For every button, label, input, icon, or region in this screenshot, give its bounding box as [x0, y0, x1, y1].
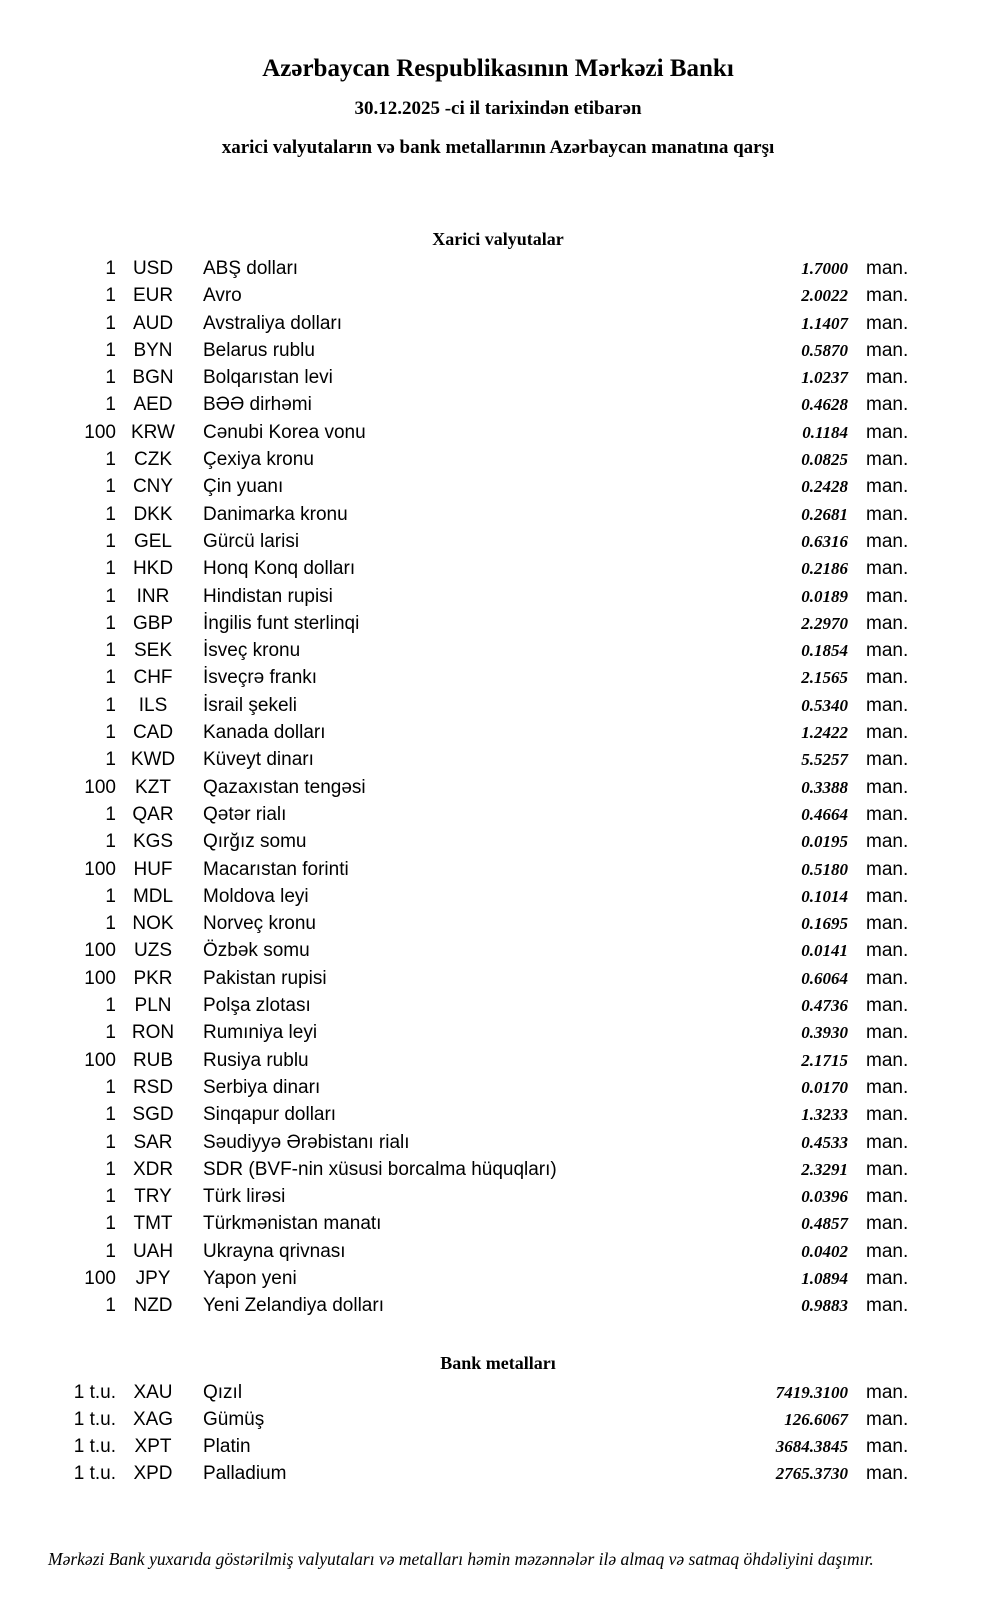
- rate-row: [48, 995, 912, 1022]
- currency-name: Kanada dolları: [203, 722, 326, 744]
- document-subtitle: xarici valyutaların və bank metallarının Azərbaycan manatına qarşı: [221, 137, 775, 158]
- rate-row: [48, 886, 912, 913]
- rate-value: 0.0396: [801, 1187, 848, 1207]
- rate-value: 0.2186: [801, 559, 848, 579]
- currency-code: JPY: [135, 1267, 171, 1289]
- quantity-value: 1: [105, 1076, 116, 1098]
- currency-code: CHF: [133, 667, 173, 689]
- currency-code: XPD: [133, 1463, 173, 1485]
- rate-row: [48, 1213, 912, 1240]
- rate-row: [48, 1022, 912, 1049]
- manat-unit-label: man.: [866, 803, 909, 825]
- currency-name: Özbək somu: [203, 940, 310, 962]
- quantity-value: 1: [105, 667, 116, 689]
- quantity-value: 100: [84, 858, 116, 880]
- rate-value: 0.1854: [801, 641, 848, 661]
- currency-name: Avstraliya dolları: [203, 312, 343, 334]
- currency-name: Gürcü larisi: [203, 530, 300, 552]
- rate-row: [48, 531, 912, 558]
- rate-value: 0.5340: [801, 695, 848, 715]
- rate-value: 0.3388: [801, 777, 848, 797]
- rate-row: [48, 968, 912, 995]
- manat-unit-label: man.: [866, 640, 909, 662]
- currency-code: EUR: [132, 285, 174, 307]
- currency-name: Bolqarıstan levi: [203, 367, 333, 389]
- manat-unit-label: man.: [866, 694, 909, 716]
- manat-unit-label: man.: [866, 1381, 909, 1403]
- currency-code: TMT: [133, 1213, 173, 1235]
- currency-code: XPT: [134, 1436, 172, 1458]
- currency-code: QAR: [132, 803, 174, 825]
- rate-row: [48, 586, 912, 613]
- rate-row: [48, 1186, 912, 1213]
- currency-code: KZT: [135, 776, 171, 798]
- currency-code: UAH: [132, 1240, 174, 1262]
- quantity-value: 1: [105, 831, 116, 853]
- rate-value: 0.5180: [801, 859, 848, 879]
- quantity-value: 1: [105, 885, 116, 907]
- manat-unit-label: man.: [866, 1076, 909, 1098]
- quantity-value: 1: [105, 285, 116, 307]
- quantity-value: 100: [84, 940, 116, 962]
- manat-unit-label: man.: [866, 1267, 909, 1289]
- manat-unit-label: man.: [866, 530, 909, 552]
- currency-code: GEL: [133, 530, 173, 552]
- quantity-value: 1: [105, 803, 116, 825]
- currency-name: Moldova leyi: [203, 885, 309, 907]
- currency-name: Türkmənistan manatı: [203, 1213, 382, 1235]
- disclaimer-text: Mərkəzi Bank yuxarıda göstərilmiş valyutaları və metalları həmin məzənnələr ilə almaq və satmaq öhdəliyini daşımır.: [48, 1549, 874, 1569]
- currency-name: Pakistan rupisi: [203, 967, 327, 989]
- currency-name: Gümüş: [203, 1408, 265, 1430]
- currency-code: PKR: [133, 967, 173, 989]
- quantity-value: 1: [105, 585, 116, 607]
- rate-row: [48, 640, 912, 667]
- currency-name: Səudiyyə Ərəbistanı rialı: [203, 1131, 410, 1153]
- currency-name: Yapon yeni: [203, 1267, 297, 1289]
- quantity-value: 1: [105, 503, 116, 525]
- rate-row: [48, 313, 912, 340]
- manat-unit-label: man.: [866, 749, 909, 771]
- quantity-value: 1: [105, 1186, 116, 1208]
- quantity-value: 1 t.u.: [73, 1381, 116, 1403]
- rate-value: 1.0894: [801, 1268, 848, 1288]
- rate-value: 2.0022: [801, 286, 848, 306]
- rate-value: 0.0402: [801, 1241, 848, 1261]
- currency-name: Çin yuanı: [203, 476, 284, 498]
- rate-row: [48, 558, 912, 585]
- currency-code: XDR: [132, 1158, 174, 1180]
- currency-name: İsrail şekeli: [203, 694, 297, 716]
- quantity-value: 1: [105, 749, 116, 771]
- currency-name: İsveç kronu: [203, 640, 301, 662]
- currency-name: Yeni Zelandiya dolları: [203, 1295, 384, 1317]
- currency-name: Cənubi Korea vonu: [203, 421, 366, 443]
- quantity-value: 100: [84, 1049, 116, 1071]
- rate-value: 2.1715: [801, 1050, 848, 1070]
- manat-unit-label: man.: [866, 1104, 909, 1126]
- quantity-value: 100: [84, 967, 116, 989]
- currencies-section: [0, 229, 996, 1323]
- manat-unit-label: man.: [866, 421, 909, 443]
- rate-row: [48, 476, 912, 503]
- rate-value: 1.2422: [801, 723, 848, 743]
- currency-name: Rumıniya leyi: [203, 1022, 318, 1044]
- quantity-value: 1: [105, 1240, 116, 1262]
- currency-code: KRW: [131, 421, 175, 443]
- rate-value: 0.1014: [801, 886, 848, 906]
- rate-row: [48, 258, 912, 285]
- rate-row: [48, 913, 912, 940]
- currency-name: İsveçrə frankı: [203, 667, 318, 689]
- currency-code: TRY: [134, 1186, 172, 1208]
- rate-row: [48, 695, 912, 722]
- currency-name: Honq Konq dolları: [203, 558, 356, 580]
- rate-value: 0.6064: [801, 968, 848, 988]
- currency-code: RON: [131, 1022, 175, 1044]
- quantity-value: 1: [105, 476, 116, 498]
- rate-value: 0.4857: [801, 1214, 848, 1234]
- currency-name: İngilis funt sterlinqi: [203, 612, 360, 634]
- currency-name: Serbiya dinarı: [203, 1076, 321, 1098]
- rate-value: 0.0189: [801, 586, 848, 606]
- quantity-value: 1: [105, 449, 116, 471]
- currency-name: Çexiya kronu: [203, 449, 314, 471]
- rate-row: [48, 1132, 912, 1159]
- rate-value: 1.3233: [801, 1105, 848, 1125]
- manat-unit-label: man.: [866, 967, 909, 989]
- currency-code: BYN: [133, 339, 173, 361]
- currency-code: HKD: [132, 558, 174, 580]
- rate-value: 0.5870: [801, 340, 848, 360]
- manat-unit-label: man.: [866, 612, 909, 634]
- rate-row: [48, 1463, 912, 1490]
- manat-unit-label: man.: [866, 1295, 909, 1317]
- rate-row: [48, 940, 912, 967]
- rate-row: [48, 449, 912, 476]
- currency-name: Qətər rialı: [203, 803, 287, 825]
- currency-name: Küveyt dinarı: [203, 749, 314, 771]
- manat-unit-label: man.: [866, 1408, 909, 1430]
- manat-unit-label: man.: [866, 667, 909, 689]
- quantity-value: 1: [105, 612, 116, 634]
- currency-name: Avro: [203, 285, 242, 307]
- rate-row: [48, 613, 912, 640]
- manat-unit-label: man.: [866, 394, 909, 416]
- rate-value: 0.3930: [801, 1023, 848, 1043]
- rate-value: 2.2970: [801, 613, 848, 633]
- rate-value: 2765.3730: [775, 1464, 848, 1484]
- currency-code: PLN: [134, 995, 172, 1017]
- rate-value: 1.0237: [801, 368, 848, 388]
- bank-title: Azərbaycan Respublikasının Mərkəzi Bankı: [262, 55, 734, 82]
- metals-table: [48, 1382, 912, 1491]
- quantity-value: 1: [105, 367, 116, 389]
- currency-code: CNY: [132, 476, 174, 498]
- manat-unit-label: man.: [866, 1436, 909, 1458]
- quantity-value: 1: [105, 1213, 116, 1235]
- rate-row: [48, 777, 912, 804]
- currency-code: ILS: [138, 694, 168, 716]
- rate-row: [48, 1382, 912, 1409]
- manat-unit-label: man.: [866, 831, 909, 853]
- currency-code: BGN: [132, 367, 174, 389]
- manat-unit-label: man.: [866, 258, 909, 279]
- rate-row: [48, 422, 912, 449]
- quantity-value: 1: [105, 722, 116, 744]
- quantity-value: 100: [84, 421, 116, 443]
- quantity-value: 1: [105, 694, 116, 716]
- currency-code: CZK: [134, 449, 172, 471]
- manat-unit-label: man.: [866, 449, 909, 471]
- rate-value: 0.6316: [801, 531, 848, 551]
- rate-row: [48, 722, 912, 749]
- rate-row: [48, 285, 912, 312]
- currency-code: MDL: [132, 885, 174, 907]
- currency-code: RSD: [132, 1076, 174, 1098]
- currency-code: AED: [133, 394, 173, 416]
- quantity-value: 1: [105, 558, 116, 580]
- manat-unit-label: man.: [866, 995, 909, 1017]
- rate-value: 2.1565: [801, 668, 848, 688]
- quantity-value: 1: [105, 913, 116, 935]
- manat-unit-label: man.: [866, 1022, 909, 1044]
- rate-value: 7419.3100: [775, 1382, 848, 1402]
- currency-code: INR: [136, 585, 170, 607]
- currency-name: Macarıstan forinti: [203, 858, 349, 880]
- currency-name: Ukrayna qrivnası: [203, 1240, 346, 1262]
- currency-name: Polşa zlotası: [203, 995, 311, 1017]
- rate-row: [48, 859, 912, 886]
- rate-value: 5.5257: [801, 750, 848, 770]
- manat-unit-label: man.: [866, 940, 909, 962]
- manat-unit-label: man.: [866, 1049, 909, 1071]
- rate-value: 0.4664: [801, 804, 848, 824]
- currency-code: USD: [132, 258, 174, 279]
- currency-name: Qazaxıstan tengəsi: [203, 776, 366, 798]
- quantity-value: 1: [105, 1131, 116, 1153]
- document-header: [0, 0, 996, 159]
- rate-value: 0.1695: [801, 914, 848, 934]
- rate-row: [48, 749, 912, 776]
- manat-unit-label: man.: [866, 558, 909, 580]
- quantity-value: 1: [105, 394, 116, 416]
- rate-value: 3684.3845: [775, 1437, 848, 1457]
- quantity-value: 1 t.u.: [73, 1436, 116, 1458]
- rate-value: 0.2681: [801, 504, 848, 524]
- quantity-value: 1: [105, 995, 116, 1017]
- manat-unit-label: man.: [866, 885, 909, 907]
- rate-value: 0.0195: [801, 832, 848, 852]
- rate-value: 1.1407: [801, 313, 848, 333]
- currency-code: KWD: [130, 749, 176, 771]
- rate-value: 0.4736: [801, 996, 848, 1016]
- rate-value: 1.7000: [801, 259, 848, 278]
- rate-value: 0.9883: [801, 1296, 848, 1316]
- manat-unit-label: man.: [866, 1213, 909, 1235]
- rate-value: 0.4628: [801, 395, 848, 415]
- currency-name: Sinqapur dolları: [203, 1104, 337, 1126]
- manat-unit-label: man.: [866, 476, 909, 498]
- metals-section: [0, 1353, 996, 1491]
- rate-row: [48, 1268, 912, 1295]
- currency-name: Türk lirəsi: [203, 1186, 286, 1208]
- currency-name: Rusiya rublu: [203, 1049, 309, 1071]
- currency-code: HUF: [133, 858, 173, 880]
- rate-row: [48, 340, 912, 367]
- rate-row: [48, 1295, 912, 1322]
- currency-code: NZD: [133, 1295, 173, 1317]
- currency-name: Danimarka kronu: [203, 503, 348, 525]
- manat-unit-label: man.: [866, 285, 909, 307]
- rate-row: [48, 1050, 912, 1077]
- rate-row: [48, 804, 912, 831]
- quantity-value: 100: [84, 776, 116, 798]
- quantity-value: 1: [105, 640, 116, 662]
- currency-name: SDR (BVF-nin xüsusi borcalma hüquqları): [203, 1158, 557, 1180]
- manat-unit-label: man.: [866, 1131, 909, 1153]
- currency-name: Palladium: [203, 1463, 287, 1485]
- rate-value: 126.6067: [784, 1409, 848, 1429]
- quantity-value: 1 t.u.: [73, 1408, 116, 1430]
- manat-unit-label: man.: [866, 339, 909, 361]
- quantity-value: 1: [105, 258, 116, 279]
- rate-value: 0.1184: [802, 422, 848, 442]
- currency-code: NOK: [132, 913, 174, 935]
- currency-code: XAG: [132, 1408, 174, 1430]
- currency-name: Qırğız somu: [203, 831, 307, 853]
- rate-row: [48, 1077, 912, 1104]
- metals-heading: Bank metalları: [440, 1352, 556, 1373]
- manat-unit-label: man.: [866, 1240, 909, 1262]
- quantity-value: 1: [105, 1158, 116, 1180]
- manat-unit-label: man.: [866, 367, 909, 389]
- quantity-value: 1 t.u.: [73, 1463, 116, 1485]
- quantity-value: 1: [105, 1295, 116, 1317]
- currency-code: GBP: [132, 612, 174, 634]
- manat-unit-label: man.: [866, 585, 909, 607]
- rate-value: 0.0825: [801, 450, 848, 470]
- currency-name: ABŞ dolları: [203, 258, 299, 279]
- rate-row: [48, 1241, 912, 1268]
- rate-row: [48, 394, 912, 421]
- rate-row: [48, 1409, 912, 1436]
- currency-name: BƏƏ dirhəmi: [203, 394, 312, 416]
- currency-name: Belarus rublu: [203, 339, 315, 361]
- rate-value: 0.4533: [801, 1132, 848, 1152]
- rate-row: [48, 831, 912, 858]
- manat-unit-label: man.: [866, 503, 909, 525]
- currency-name: Platin: [203, 1436, 251, 1458]
- currency-code: AUD: [132, 312, 174, 334]
- currency-code: DKK: [133, 503, 173, 525]
- rate-row: [48, 1159, 912, 1186]
- currency-code: UZS: [134, 940, 172, 962]
- currency-code: SAR: [133, 1131, 173, 1153]
- manat-unit-label: man.: [866, 1186, 909, 1208]
- rate-row: [48, 667, 912, 694]
- quantity-value: 100: [84, 1267, 116, 1289]
- rate-row: [48, 1436, 912, 1463]
- rate-value: 2.3291: [801, 1159, 848, 1179]
- effective-date-line: 30.12.2025 -ci il tarixindən etibarən: [354, 98, 642, 119]
- currency-code: CAD: [132, 722, 174, 744]
- manat-unit-label: man.: [866, 1158, 909, 1180]
- currency-code: KGS: [132, 831, 174, 853]
- rate-row: [48, 367, 912, 394]
- manat-unit-label: man.: [866, 776, 909, 798]
- rate-value: 0.2428: [801, 477, 848, 497]
- rate-row: [48, 1104, 912, 1131]
- quantity-value: 1: [105, 312, 116, 334]
- quantity-value: 1: [105, 339, 116, 361]
- currency-name: Norveç kronu: [203, 913, 316, 935]
- currencies-heading: Xarici valyutalar: [432, 229, 564, 249]
- quantity-value: 1: [105, 1022, 116, 1044]
- currency-code: RUB: [132, 1049, 174, 1071]
- manat-unit-label: man.: [866, 312, 909, 334]
- currency-name: Qızıl: [203, 1381, 243, 1403]
- quantity-value: 1: [105, 530, 116, 552]
- rate-value: 0.0141: [801, 941, 848, 961]
- currency-code: XAU: [133, 1381, 173, 1403]
- rate-row: [48, 504, 912, 531]
- manat-unit-label: man.: [866, 722, 909, 744]
- currencies-table: [48, 258, 912, 1323]
- currency-code: SGD: [132, 1104, 174, 1126]
- quantity-value: 1: [105, 1104, 116, 1126]
- manat-unit-label: man.: [866, 858, 909, 880]
- manat-unit-label: man.: [866, 1463, 909, 1485]
- currency-code: SEK: [133, 640, 173, 662]
- currency-name: Hindistan rupisi: [203, 585, 333, 607]
- manat-unit-label: man.: [866, 913, 909, 935]
- rate-value: 0.0170: [801, 1077, 848, 1097]
